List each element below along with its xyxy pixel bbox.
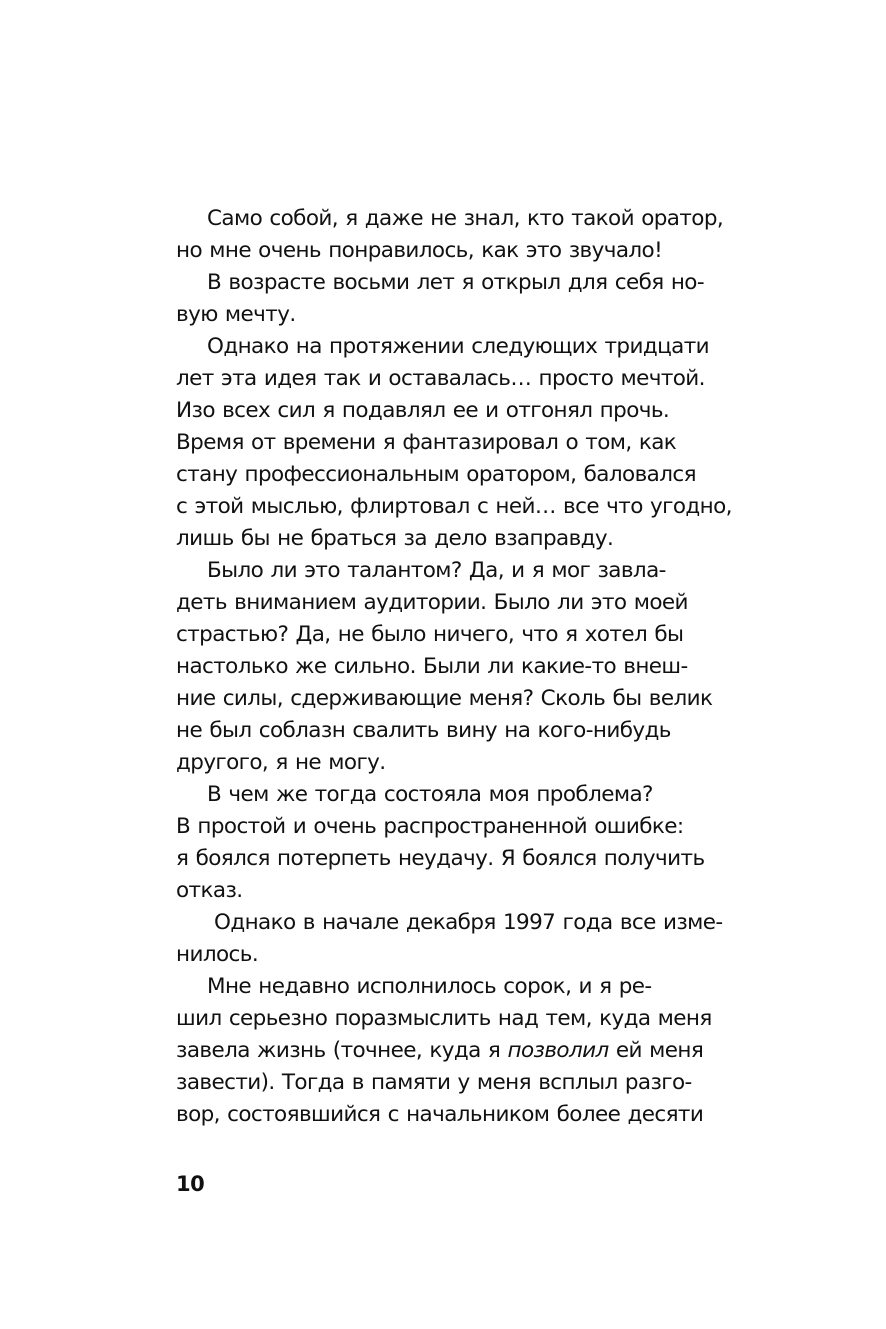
- text-line: Однако в начале декабря 1997 года все изме-: [214, 910, 723, 935]
- text-line: Само собой, я даже не знал, кто такой оратор,: [207, 206, 724, 231]
- text-line: деть вниманием аудитории. Было ли это моей: [176, 590, 688, 615]
- text-line: но мне очень понравилось, как это звучало!: [176, 238, 663, 263]
- text-line: [176, 1035, 736, 1067]
- text-line: лишь бы не браться за дело взаправду.: [176, 526, 614, 551]
- text-segment: завела жизнь (точнее, куда я: [176, 1038, 508, 1063]
- text-line: вор, состоявшийся с начальником более десяти: [176, 1102, 704, 1127]
- text-line: нилось.: [176, 942, 259, 967]
- text-line: Изо всех сил я подавлял ее и отгонял прочь.: [176, 398, 670, 423]
- text-segment: ей меня: [608, 1038, 704, 1063]
- text-line: страстью? Да, не было ничего, что я хотел бы: [176, 622, 684, 647]
- text-line: другого, я не могу.: [176, 750, 386, 775]
- text-line: с этой мыслью, флиртовал с ней… все что угодно,: [176, 494, 732, 519]
- text-line: завести). Тогда в памяти у меня всплыл разго-: [176, 1070, 692, 1095]
- text-line: Мне недавно исполнилось сорок, и я ре-: [207, 974, 652, 999]
- text-line: ние силы, сдерживающие меня? Сколь бы велик: [176, 686, 713, 711]
- text-line: не был соблазн свалить вину на кого-нибудь: [176, 718, 671, 743]
- text-line: шил серьезно поразмыслить над тем, куда меня: [176, 1006, 712, 1031]
- text-line: стану профессиональным оратором, баловался: [176, 462, 696, 487]
- page-number: 10: [176, 1172, 205, 1196]
- text-line: Было ли это талантом? Да, и я мог завла-: [207, 558, 666, 583]
- text-line: вую мечту.: [176, 302, 296, 327]
- text-line: Время от времени я фантазировал о том, как: [176, 430, 677, 455]
- italic-emphasis: позволил: [507, 1038, 609, 1063]
- text-line: отказ.: [176, 878, 243, 903]
- text-line: Однако на протяжении следующих тридцати: [207, 334, 709, 359]
- text-line: лет эта идея так и оставалась… просто мечтой.: [176, 366, 705, 391]
- text-line: я боялся потерпеть неудачу. Я боялся получить: [176, 846, 705, 871]
- body-text: [176, 203, 736, 1131]
- text-line: В возрасте восьми лет я открыл для себя но-: [207, 270, 704, 295]
- text-line: В простой и очень распространенной ошибке:: [176, 814, 684, 839]
- text-line: настолько же сильно. Были ли какие-то внеш-: [176, 654, 688, 679]
- text-line: В чем же тогда состояла моя проблема?: [207, 782, 653, 807]
